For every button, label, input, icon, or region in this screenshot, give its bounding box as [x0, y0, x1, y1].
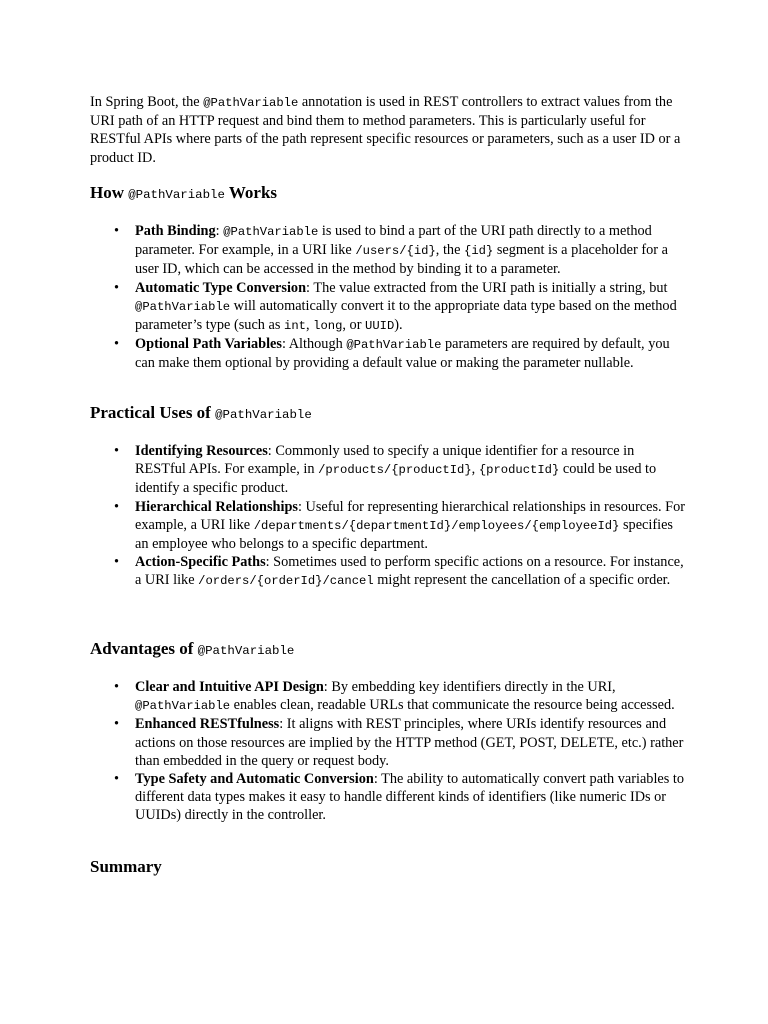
list-item-text: will automatically convert it to the appropriate data type based on the method parameter’s type (such as — [135, 297, 677, 334]
how-it-works-list — [90, 222, 686, 373]
list-item-text: might represent the cancellation of a specific order. — [373, 572, 671, 589]
heading-text: How — [90, 183, 129, 202]
list-item-text: could be used to identify a specific product. — [135, 461, 657, 497]
list-item-term: Identifying Resources — [135, 443, 268, 459]
list-item-term: Automatic Type Conversion — [135, 279, 307, 296]
list-item — [90, 553, 686, 590]
list-item-text: : Useful for representing hierarchical relationships in resources. For example, a URI like — [135, 498, 686, 533]
list-item-text: : It aligns with REST principles, where URIs identify resources and actions on those resources are implied by the HTTP method (GET, POST, DELETE, etc.) rather than embedded in the query or request body. — [135, 716, 684, 769]
heading-code: @PathVariable — [215, 408, 312, 422]
inline-code: /orders/{orderId}/cancel — [198, 574, 374, 589]
list-item-text: is used to bind a part of the URI path directly to a method parameter. For example, in a URI like — [135, 223, 652, 259]
list-item-text: : Although — [281, 336, 347, 353]
inline-code: /departments/{departmentId}/employees/{employeeId} — [253, 518, 620, 533]
heading-text: Works — [224, 183, 278, 202]
list-item — [90, 715, 686, 770]
list-item-term: Action-Specific Paths — [135, 554, 266, 571]
heading-code: @PathVariable — [128, 188, 225, 202]
list-item-term: Optional Path Variables — [135, 336, 282, 353]
section-heading-how-it-works — [90, 182, 277, 206]
inline-code: UUID — [365, 319, 395, 334]
inline-code: {productId} — [478, 463, 560, 478]
list-item — [90, 335, 686, 372]
advantages-list — [90, 678, 686, 825]
list-item-term: Clear and Intuitive API Design — [135, 679, 324, 695]
list-item-text: : Commonly used to specify a unique identifier for a resource in RESTful APIs. For example, in — [135, 443, 635, 478]
inline-code: int — [284, 319, 306, 334]
list-item-text: segment is a placeholder for a user ID, which can be accessed in the method by binding it to a parameter. — [135, 242, 668, 278]
inline-code: @PathVariable — [135, 699, 231, 714]
intro-paragraph — [90, 93, 686, 167]
heading-code: @PathVariable — [197, 644, 295, 658]
list-item-text: , — [471, 461, 479, 478]
inline-code: {id} — [464, 244, 494, 259]
list-item — [90, 770, 686, 825]
list-item-text: : — [215, 223, 224, 239]
list-item-text: parameters are required by default, you can make them optional by providing a default value or making the parameter nullable. — [135, 336, 670, 372]
list-item-text: , the — [435, 242, 464, 259]
list-item-text: : By embedding key identifiers directly in the URI, — [323, 679, 616, 695]
list-item-text: : Sometimes used to perform specific actions on a resource. For instance, a URI like — [135, 554, 684, 589]
list-item-text: : The value extracted from the URI path is initially a string, but — [306, 279, 668, 296]
list-item — [90, 678, 686, 715]
inline-code: @PathVariable — [135, 299, 231, 314]
practical-uses-list — [90, 442, 686, 591]
section-heading-practical-uses — [90, 402, 312, 426]
document-page — [90, 93, 686, 876]
list-item-text: , — [305, 317, 314, 334]
inline-code: long — [313, 319, 343, 334]
list-item-term: Hierarchical Relationships — [135, 498, 298, 515]
intro-text: In Spring Boot, the — [90, 94, 204, 110]
heading-text: Advantages of — [90, 639, 198, 658]
list-item-term: Type Safety and Automatic Conversion — [135, 771, 374, 788]
heading-text: Practical Uses of — [90, 403, 216, 422]
list-item — [90, 279, 686, 336]
inline-code: /products/{productId} — [318, 463, 472, 478]
inline-code: @PathVariable — [223, 225, 319, 239]
list-item-text: specifies an employee who belongs to a specific department. — [135, 516, 673, 553]
list-item — [90, 442, 686, 498]
inline-code: /users/{id} — [355, 244, 436, 259]
list-item — [90, 498, 686, 554]
section-heading-summary: Summary — [90, 857, 162, 876]
section-heading-advantages — [90, 638, 294, 662]
list-item-term: Enhanced RESTfulness — [135, 716, 280, 733]
inline-code: @PathVariable — [346, 338, 442, 353]
inline-code: @PathVariable — [203, 96, 299, 110]
intro-text: annotation is used in REST controllers to extract values from the URI path of an HTTP request and bind them to method parameters. This is particularly useful for RESTful APIs where parts of the path represent specific resources or parameters, such as a user ID or a product ID. — [90, 94, 681, 166]
list-item-text: enables clean, readable URLs that communicate the resource being accessed. — [230, 697, 675, 714]
list-item-term: Path Binding — [135, 223, 216, 239]
list-item-text: ). — [394, 317, 403, 334]
list-item-text: : The ability to automatically convert path variables to different data types makes it easy to handle different kinds of identifiers (like numeric IDs or UUIDs) directly in the controller. — [135, 771, 685, 824]
list-item — [90, 222, 686, 279]
list-item-text: , or — [342, 317, 366, 334]
